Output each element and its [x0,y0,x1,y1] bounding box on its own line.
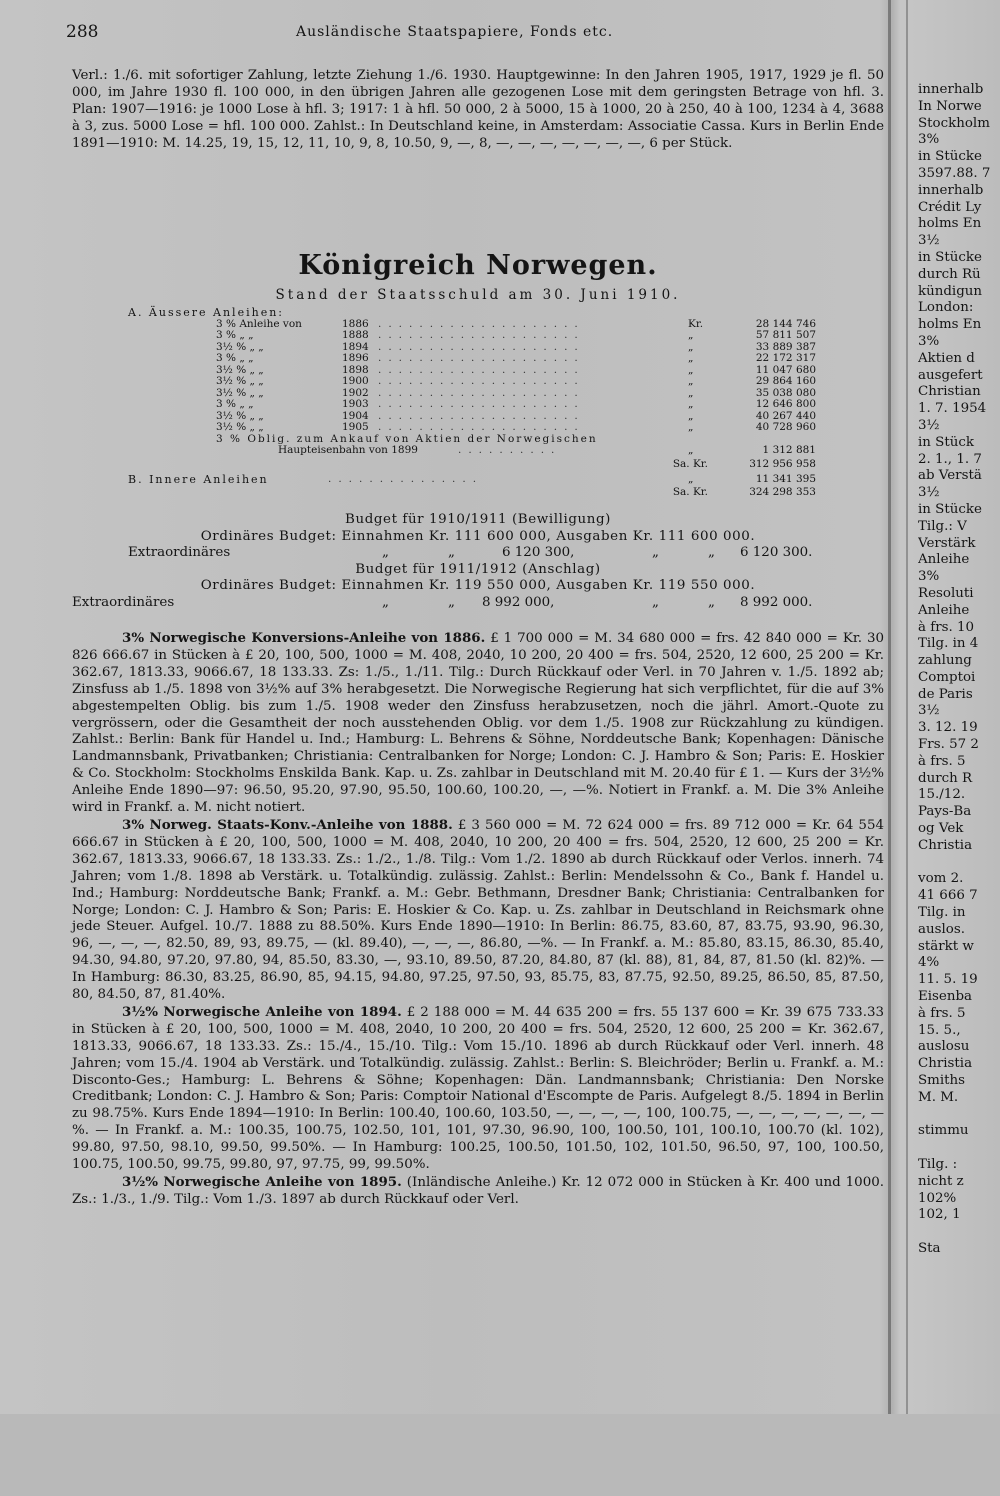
budget-extra-label: Extraordinäres [128,545,231,561]
adjacent-page-line: Tilg. : [918,1157,958,1172]
debt-oblig-label: 3 % Oblig. zum Ankauf von Aktien der Norwegischen [216,432,598,445]
debt-total [128,485,828,500]
adjacent-page-line: 102, 1 [918,1207,961,1223]
adjacent-page-line: 3% [918,132,940,148]
adjacent-page-line [918,855,1000,872]
debt-row-amount: 12 646 800 [755,398,816,410]
bond-entry [72,1174,884,1209]
adjacent-page-line: de Paris [918,686,973,702]
debt-row [128,399,828,411]
leader-dots: .................... [378,399,585,410]
adjacent-page-line: 15. 5., [918,1022,961,1038]
debt-row-amount: 35 038 080 [755,386,816,399]
leader-dots: .................... [378,387,585,399]
debt-row-label: 3½ % „ „ [216,340,264,353]
debt-row-label: 3½ % „ „ [216,421,264,433]
debt-total-amount: 324 298 353 [749,486,816,498]
running-head: Ausländische Staatspapiere, Fonds etc. [296,24,614,40]
debt-row-label: 3 % „ „ [216,329,254,341]
ditto-mark: „ [382,594,389,610]
debt-row-currency: „ [688,329,694,341]
bond-entry [72,630,884,817]
budget-extra-1 [72,545,884,562]
page-header [66,22,886,44]
adjacent-page-line: à frs. 5 [918,753,966,769]
adjacent-page-line: 3½ [918,485,940,501]
adjacent-page-line: Verstärk [918,535,976,551]
ditto-mark: „ [708,594,715,610]
bond-heading: 3% Norweg. Staats-Konv.-Anleihe von 1888. [122,816,453,833]
adjacent-page-line: durch Rü [918,266,981,282]
adjacent-page-line: Tilg. in 4 [918,636,979,652]
adjacent-page-line [918,1107,1000,1124]
debt-group-b-currency: „ [688,472,694,485]
adjacent-page-line: in Stücke [918,501,982,517]
adjacent-page-line: Anleihe [918,552,970,568]
bond-text: (Inländische Anleihe.) Kr. 12 072 000 in Stücken à Kr. 400 und 1000. Zs.: 1./3., 1./9. Tilg.: Vom 1./3. 1897 ab durch Rückkauf oder Verl. [72,1175,885,1207]
section-title: Königreich Norwegen. [298,250,658,281]
ditto-mark: „ [382,545,389,561]
debt-row [128,353,828,365]
debt-row-amount: 33 889 387 [755,340,816,353]
adjacent-page-line [918,1224,1000,1241]
debt-row-currency: „ [688,398,694,410]
debt-row-year: 1903 [342,398,369,410]
adjacent-page-line: Sta [918,1240,941,1256]
adjacent-page-line: holms En [918,317,982,333]
leader-dots: .................... [378,341,585,353]
debt-row-amount: 11 047 680 [755,363,816,376]
intro-paragraph: Verl.: 1./6. mit sofortiger Zahlung, letzte Ziehung 1./6. 1930. Hauptgewinne: In den Jahren 1905, 1917, 1929 je fl. 50 000, im Jahre 1930 fl. 100 000, in den übrigen Jahren alle gezogenen Lose mit dem geringsten Betrage von hfl. 3. Plan: 1907—1916: je 1000 Lose à hfl. 3; 1917: 1 à hfl. 50 000, 2 à 5000, 15 à 1000, 20 à 250, 40 à 100, 1234 à 4, 3688 à 3, zus. 5000 Lose = hfl. 100 000. Zahlst.: In Deutschland keine, in Amsterdam: Associatie Cassa. Kurs in Berlin Ende 1891—1910: M. 14.25, 19, 15, 12, 11, 10, 9, 8, 10.50, 9, —, 8, —, —, —, —, —, —, —, 6 per Stück. [72,68,884,151]
adjacent-page-line: 3597.88. 7 [918,165,991,181]
debt-row-label: 3½ % „ „ [216,363,264,376]
debt-row-year: 1886 [342,317,369,330]
debt-row-year: 1888 [342,329,369,341]
bond-entries [72,630,884,1209]
budget-heading-2: Budget für 1911/1912 (Anschlag) [355,561,601,577]
adjacent-page-column [918,0,1000,1496]
debt-oblig-row-2 [128,445,828,457]
debt-row-amount: 22 172 317 [755,352,816,364]
budget-ordinary-1: Ordinäres Budget: Einnahmen Kr. 111 600 000, Ausgaben Kr. 111 600 000. [200,528,756,544]
adjacent-page-line: Frs. 57 2 [918,737,979,753]
budget-heading-1: Budget für 1910/1911 (Bewilligung) [345,512,611,527]
adjacent-page-line: 3½ [918,703,940,719]
debt-row-amount: 29 864 160 [755,375,816,387]
adjacent-page-line: Tilg.: V [918,518,967,534]
bond-heading: 3½% Norwegische Anleihe von 1895. [122,1174,402,1190]
debt-row [128,376,828,388]
adjacent-page-line: ab Verstä [918,468,982,484]
page-number: 288 [66,22,99,42]
debt-row-label: 3 % „ „ [216,398,254,410]
ditto-mark: „ [652,594,659,610]
budget-extra-label: Extraordinäres [72,594,175,610]
adjacent-page-line: Christian [918,384,981,400]
debt-row-year: 1902 [342,386,369,399]
leader-dots: .................... [378,364,585,376]
adjacent-page-line: in Stücke [918,149,982,165]
debt-row-year: 1900 [342,375,369,387]
adjacent-page-line: Resoluti [918,585,974,601]
adjacent-page-line: auslos. [918,921,965,937]
page-fold-edge [906,0,908,1414]
debt-oblig-label-2: Haupteisenbahn von 1899 [278,444,418,456]
adjacent-page-line: in Stück [918,434,974,450]
leader-dots: .................... [378,410,585,422]
debt-row [128,422,828,434]
debt-row-year: 1898 [342,363,369,376]
debt-row-amount: 57 811 507 [755,329,816,341]
adjacent-page-line: 102% [918,1190,957,1206]
debt-row-currency: „ [688,363,694,376]
debt-row-currency: „ [688,352,694,364]
adjacent-page-line: 4% [918,955,940,971]
debt-row-currency: „ [688,421,694,433]
adjacent-page-line: zahlung [918,653,972,669]
adjacent-page-line: 3% [918,569,940,585]
leader-dots: ............... [328,473,484,485]
adjacent-page-line: 2. 1., 1. 7 [918,451,982,467]
adjacent-page-line: holms En [918,216,982,232]
adjacent-page-line: Pays-Ba [918,804,972,820]
budget-extra-2 [72,595,884,612]
adjacent-page-line: 3½ [918,417,940,433]
debt-row-amount: 40 728 960 [755,421,816,433]
adjacent-page-line: innerhalb [918,82,984,97]
bond-entry [72,817,884,1004]
debt-row-label: 3 % „ „ [216,352,254,364]
adjacent-page-line: 3% [918,333,940,349]
adjacent-page-line: Eisenba [918,989,973,1005]
debt-row-year: 1894 [342,340,369,353]
section-subtitle: Stand der Staatsschuld am 30. Juni 1910. [275,287,681,303]
debt-sum-a [128,457,828,472]
debt-group-b-amount: 11 341 395 [755,472,816,485]
adjacent-page-line: nicht z [918,1173,964,1189]
adjacent-page-line: kündigun [918,283,983,299]
adjacent-page-line: Crédit Ly [918,199,982,215]
budget-ordinary-2: Ordinäres Budget: Einnahmen Kr. 119 550 000, Ausgaben Kr. 119 550 000. [200,578,756,594]
ditto-mark: „ [448,545,455,561]
adjacent-page-line: stärkt w [918,938,974,954]
debt-row-currency: „ [688,386,694,399]
debt-row-label: 3½ % „ „ [216,409,264,422]
bond-text: £ 1 700 000 = M. 34 680 000 = frs. 42 840 000 = Kr. 30 826 666.67 in Stücken à £ 20, 100, 500, 1000 = M. 408, 2040, 10 200, 20 400 = frs. 504, 2520, 12 600, 25 200 = Kr. 362.67, 1813.33, 9066.67, 18 133.33. Zs: 1./5., 1./11. Tilg.: Durch Rückkauf oder Verl. in 70 Jahren v. 1./5. 1892 ab; Zinsfuss ab 1./5. 1898 von 3½% auf 3% herabgesetzt. Die Norwegische Regierung hat sich verpflichtet, für die auf 3% abgestempelten Oblig. bis zum 1./5. 1908 weder den Zinsfuss herabzusetzen, noch die jährl. Amort.-Quote zu vergrössern, oder die Gesamtheit der noch ausstehenden Oblig. vor dem 1./5. 1908 zur Rückzahlung zu kündigen. Zahlst.: Berlin: Bank für Handel u. Ind.; Hamburg: L. Behrens & Söhne, Norddeutsche Bank; Kopenhagen: Dänische Landmannsbank, Privatbanken; Christiania: Centralbanken for Norge; London: C. J. Hambro & Son; Paris: E. Hoskier & Co. Stockholm: Stockholms Enskilda Bank. Kap. u. Zs. zahlbar in Deutschland mit M. 20.40 für £ 1. — Kurs der 3½% Anleihe Ende 1890—97: 96.50, 95.20, 97.90, 95.50, 100.60, 100.20, —, —%. Notiert in Frankf. a. M. Die 3% Anleihe wird in Frankf. a. M. nicht notiert. [72,631,884,816]
debt-rows [128,319,828,434]
bond-entry [72,1004,884,1174]
adjacent-page-line: London: [918,300,974,316]
adjacent-page-line: 41 666 7 [918,888,978,904]
ditto-mark: „ [652,545,659,561]
bond-heading: 3% Norwegische Konversions-Anleihe von 1886. [122,630,486,646]
debt-oblig-currency: „ [688,444,694,456]
adjacent-page-line: Stockholm [918,115,990,131]
adjacent-page-line: Comptoi [918,669,976,685]
leader-dots: .................... [378,330,585,341]
adjacent-page-line: 3. 12. 19 [918,720,978,736]
debt-row-currency: Kr. [688,317,704,330]
adjacent-page-line: Christia [918,837,973,853]
debt-group-a: A. Äussere Anleihen: [128,306,284,319]
debt-row [128,330,828,342]
budget-extra-expense: 6 120 300. [740,545,813,561]
adjacent-page-line: 3½ [918,233,940,249]
adjacent-page-line: Christia [918,1056,973,1072]
ditto-mark: „ [708,545,715,561]
adjacent-page-line: Smiths [918,1073,966,1089]
adjacent-page-line: auslosu [918,1039,970,1055]
bond-heading: 3½% Norwegische Anleihe von 1894. [122,1003,402,1020]
adjacent-page-line: Anleihe [918,602,970,618]
adjacent-page-line: stimmu [918,1123,969,1139]
debt-group-b: B. Innere Anleihen [128,472,269,486]
budget-extra-income: 8 992 000, [482,594,555,610]
adjacent-page-line: M. M. [918,1089,959,1105]
adjacent-page-line: In Norwe [918,98,982,114]
leader-dots: .................... [378,376,585,387]
adjacent-page-line [918,1140,1000,1157]
adjacent-page-line: Tilg. in [918,905,966,921]
debt-row-label: 3½ % „ „ [216,375,264,387]
budget-extra-income: 6 120 300, [502,545,575,561]
adjacent-page-line: in Stücke [918,249,982,265]
debt-row-label: 3 % Anleihe von [216,317,302,330]
debt-row-amount: 28 144 746 [755,317,816,330]
debt-row-year: 1905 [342,421,369,433]
debt-row-year: 1896 [342,352,369,364]
leader-dots: .................... [378,318,585,330]
debt-row-amount: 40 267 440 [755,409,816,422]
budget-extra-expense: 8 992 000. [740,594,813,610]
adjacent-page-line: innerhalb [918,182,984,198]
debt-sum-a-label: Sa. Kr. [672,457,708,470]
adjacent-page-line: à frs. 10 [918,619,975,635]
debt-row-year: 1904 [342,409,369,422]
debt-total-label: Sa. Kr. [672,486,708,498]
leader-dots: .................... [378,353,585,364]
debt-table [128,307,828,500]
adjacent-page-line: og Vek [918,821,964,837]
adjacent-page-line: 15./12. [918,787,966,803]
debt-row-currency: „ [688,340,694,353]
leader-dots: .......... [458,445,562,456]
debt-oblig-row [128,434,828,446]
debt-row-label: 3½ % „ „ [216,386,264,399]
adjacent-page-line: ausgefert [918,367,983,383]
adjacent-page-line: à frs. 5 [918,1005,966,1021]
adjacent-page-line: Aktien d [918,350,975,366]
page-fold-shadow [888,0,891,1414]
debt-sum-a-amount: 312 956 958 [749,457,816,470]
adjacent-page-line: 11. 5. 19 [918,972,978,988]
debt-row-currency: „ [688,409,694,422]
bond-text: £ 3 560 000 = M. 72 624 000 = frs. 89 712 000 = Kr. 64 554 666.67 in Stücken à £ 20, 100, 500, 1000 = M. 408, 2040, 10 200, 20 400 = frs. 504, 2520, 12 600, 25 200 = Kr. 362.67, 1813.33, 9066.67, 18 133.33. Zs.: 1./2., 1./8. Tilg.: Vom 1./2. 1890 ab durch Rückkauf oder Verlos. innerh. 74 Jahren; vom 1./8. 1898 ab Verstärk. u. Totalkündig. zulässig. Zahlst.: Berlin: Mendelssohn & Co., Bank f. Handel u. Ind.; Hamburg: Norddeutsche Bank; Frankf. a. M.: Gebr. Bethmann, Dresdner Bank; Christiania: Centralbanken for Norge; London: C. J. Hambro & Son; Paris: E. Hoskier & Co. Kap. u. Zs. zahlbar in Deutschland in Reichsmark ohne jede Steuer. Aufgel. 10./7. 1888 zu 88.50%. Kurs Ende 1890—1910: In Berlin: 86.75, 83.60, 87, 83.75, 93.90, 96.30, 96, —, —, —, 82.50, 89, 93, 89.75, — (kl. 89.40), —, —, —, 86.80, —%. — In Frankf. a. M.: 85.80, 83.15, 86.30, 85.40, 94.30, 94.80, 97.20, 97.80, 94, 85.50, 83.30, —, 93.10, 89.50, 87.20, 84.80, 87 (kl. 88), 81, 84, 87, 81.50 (kl. 82)%. — In Hamburg: 86.30, 83.25, 86.90, 85, 94.15, 94.80, 97.25, 97.50, 93, 85.75, 83, 87.75, 92.50, 89.25, 86.50, 85, 87.50, 80, 84.50, 87, 81.40%. [72,817,884,1003]
debt-oblig-amount: 1 312 881 [762,444,816,456]
bond-text: £ 2 188 000 = M. 44 635 200 = frs. 55 137 600 = Kr. 39 675 733.33 in Stücken à £ 20, 100, 500, 1000 = M. 408, 2040, 10 200, 20 400 = frs. 504, 2520, 12 600, 25 200 = Kr. 362.67, 1813.33, 9066.67, 18 133.33. Zs.: 15./4., 15./10. Tilg.: Vom 15./10. 1896 ab durch Rückkauf oder Verl. innerh. 48 Jahren; vom 15./4. 1904 ab Verstärk. und Totalkündig. zulässig. Zahlst.: Berlin: S. Bleichröder; Berlin u. Frankf. a. M.: Disconto-Ges.; Hamburg: L. Behrens & Söhne; Kopenhagen: Dän. Landmannsbank; Christiania: Den Norske Creditbank; London: C. J. Hambro & Son; Paris: Comptoir National d'Escompte de Paris. Aufgelegt 8./5. 1894 in Berlin zu 98.75%. Kurs Ende 1894—1910: In Berlin: 100.40, 100.60, 103.50, —, —, —, —, 100, 100.75, —, —, —, —, —, —, —%. — In Frankf. a. M.: 100.35, 100.75, 102.50, 101, 101, 97.30, 96.90, 100, 100.50, 101, 100.10, 100.70 (kl. 102), 99.80, 97.50, 98.10, 99.50, 99.50%. — In Hamburg: 100.25, 100.50, 101.50, 102, 101.50, 96.50, 97, 100, 100.50, 100.75, 100.50, 99.75, 99.80, 97, 97.75, 99, 99.50%. [72,1004,884,1173]
adjacent-page-line: vom 2. [918,871,964,887]
adjacent-page-line: 1. 7. 1954 [918,401,987,417]
debt-group-b-row [128,474,828,486]
ditto-mark: „ [448,594,455,610]
budget-block [72,512,884,612]
leader-dots: .................... [378,422,585,433]
debt-row-currency: „ [688,375,694,387]
adjacent-page-line: durch R [918,770,973,786]
